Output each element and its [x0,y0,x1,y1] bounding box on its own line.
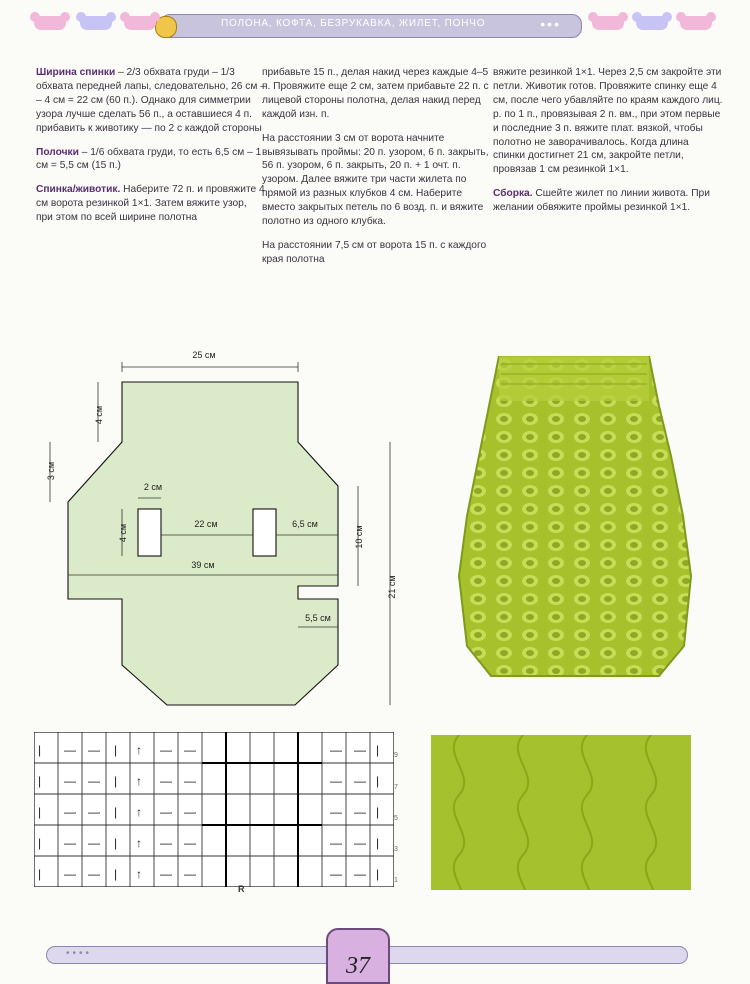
paragraph [36,183,266,225]
svg-text:|: | [376,867,380,881]
vest-photo [439,356,711,686]
svg-text:—: — [160,774,172,788]
dimension-label: 4 см [118,523,128,543]
heading: Ширина спинки [36,67,116,78]
svg-text:—: — [354,805,366,819]
chart-row-labels [394,752,408,892]
svg-text:|: | [376,743,380,757]
svg-text:—: — [160,867,172,881]
svg-text:—: — [184,805,196,819]
knitting-chart [34,732,394,887]
svg-text:↑: ↑ [136,743,142,757]
svg-text:|: | [38,867,42,881]
paragraph-text: Сшейте жилет по линии живота. При желании обвяжите проймы резинкой 1×1. [493,188,710,214]
stitch-photo [431,735,691,890]
svg-text:|: | [114,774,118,788]
svg-text:—: — [184,774,196,788]
paragraph-text: На расстоянии 7,5 см от ворота 15 п. с каждого края полотна [262,239,487,265]
svg-text:—: — [330,743,342,757]
svg-text:↑: ↑ [136,836,142,850]
svg-text:|: | [376,805,380,819]
svg-text:|: | [114,743,118,757]
dimension-label: 6,5 см [292,519,318,529]
row-label: 7 [394,784,398,791]
svg-text:—: — [88,805,100,819]
svg-text:—: — [160,836,172,850]
paragraph-text: вяжите резинкой 1×1. Через 2,5 см закройте эти петли. Животик готов. Провяжите спинку еще 4 см, после чего убавляйте по краям каждого лиц. р. по 1 п., провязывая 2 п. вм., при этом первые и последние 3 п. вяжите плат. вязкой, чтобы полотно не заворачивалось. Когда длина спинки достигнет 21 см, закройте петли, провязав 1 см резинкой 1×1. [493,67,723,176]
svg-text:|: | [38,774,42,788]
dimension-label: 22 см [194,519,218,529]
row-label: 5 [394,815,398,822]
dimension-label: 39 см [191,560,215,570]
svg-text:—: — [330,867,342,881]
paragraph-text: – 1/6 обхвата груди, то есть 6,5 см – 1 см = 5,5 см (15 п.) [36,146,262,172]
svg-text:|: | [114,867,118,881]
paragraph [493,187,723,215]
svg-text:↑: ↑ [136,805,142,819]
svg-text:—: — [184,743,196,757]
svg-text:—: — [64,743,76,757]
svg-text:—: — [88,867,100,881]
text-column-1 [36,66,266,235]
svg-text:—: — [88,774,100,788]
bone-icon [636,16,668,30]
paragraph [262,239,492,267]
pattern-shape [68,382,338,705]
svg-text:—: — [160,805,172,819]
dimension-label: 5,5 см [305,613,331,623]
svg-text:—: — [330,774,342,788]
svg-text:|: | [114,805,118,819]
svg-text:—: — [64,836,76,850]
svg-text:—: — [354,743,366,757]
paragraph-text: прибавьте 15 п., делая накид через каждые 4–5 п. Провяжите еще 2 см, затем прибавьте 22 п. с лицевой стороны полотна, делая накид перед каждой изн. п. [262,67,489,120]
svg-text:—: — [354,836,366,850]
svg-text:—: — [184,836,196,850]
svg-text:—: — [64,805,76,819]
svg-text:|: | [114,836,118,850]
pattern-diagram [30,345,430,715]
svg-text:—: — [354,774,366,788]
dimension-label: 25 см [192,350,216,360]
dimension-label: 4 см [94,405,104,425]
header-dots: ••• [540,16,561,32]
svg-text:—: — [88,743,100,757]
paragraph [36,66,266,136]
svg-text:—: — [184,867,196,881]
row-label: 3 [394,846,398,853]
svg-text:↑: ↑ [136,867,142,881]
bone-icon [592,16,624,30]
header-title: ПОЛОНА, КОФТА, БЕЗРУКАВКА, ЖИЛЕТ, ПОНЧО [221,18,486,29]
svg-text:↑: ↑ [136,774,142,788]
header-bar [160,14,582,38]
heading: Спинка/животик. [36,184,121,196]
page-number: 37 [346,953,370,979]
paragraph [493,66,723,177]
svg-text:—: — [88,836,100,850]
bone-icon [34,16,66,30]
armhole [253,509,276,556]
svg-text:—: — [354,867,366,881]
bone-icon [124,16,156,30]
svg-text:—: — [64,774,76,788]
svg-text:—: — [330,836,342,850]
dimension-label: 10 см [354,525,364,549]
repeat-label: R [238,884,245,894]
svg-text:|: | [376,836,380,850]
text-column-2 [262,66,492,277]
footer-dots: •••• [66,948,93,959]
svg-text:|: | [38,836,42,850]
page-number-box [326,928,390,984]
paragraph-text: Наберите 72 п. и провяжите 4 см ворота резинкой 1×1. Затем вяжите узор, при этом по всей ширине полотна [36,184,265,224]
paragraph [262,66,492,122]
paragraph-text: На расстоянии 3 см от ворота начните вывязывать проймы: 20 п. узором, 6 п. закрыть, 56 п. узором, 6 п. закрыть, 20 п. + 1 очт. п. узором. Далее вяжите три части жилета по прямой из разных клубков 4 см. Наберите вместо закрытых петель по 6 возд. п. и вяжите полотно из одного клубка. [262,132,489,228]
svg-text:—: — [330,805,342,819]
paragraph-text: – 2/3 обхвата груди – 1/3 обхвата передней лапы, следовательно, 26 см – – 4 см = 22 см (60 п.). Однако для симметрии узора лучше сделать 56 п., а оставшиеся 4 п. прибавить к животику — по 2 с каждой стороны [36,67,266,134]
text-column-3 [493,66,723,225]
paragraph [262,132,492,229]
row-label: 1 [394,877,398,884]
bone-icon [80,16,112,30]
svg-text:—: — [64,867,76,881]
svg-text:—: — [160,743,172,757]
dimension-label: 21 см [387,575,397,599]
dimension-label: 3 см [46,461,56,481]
svg-text:|: | [376,774,380,788]
paragraph [36,146,266,174]
armhole [138,509,161,556]
row-label: 9 [394,752,398,759]
svg-text:|: | [38,805,42,819]
dimension-label: 2 см [143,482,163,492]
svg-text:|: | [38,743,42,757]
heading: Сборка. [493,188,533,200]
bone-icon [680,16,712,30]
heading: Полочки [36,146,79,158]
